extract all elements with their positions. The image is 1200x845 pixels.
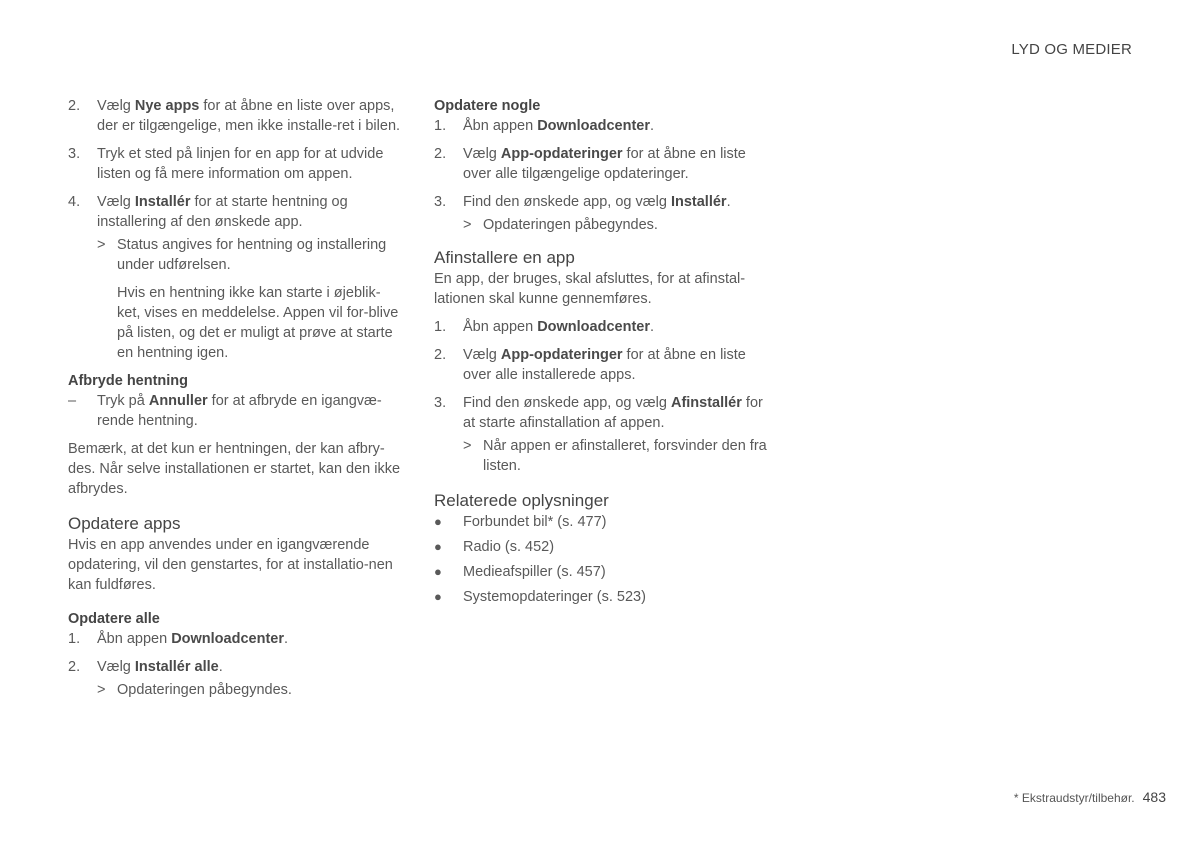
nogle-step-2: 2. Vælg App-opdateringer for at åbne en liste over alle tilgængelige opdateringer. [434, 146, 746, 182]
ui-term: Installér [670, 194, 727, 210]
step-number: 2. [434, 146, 447, 162]
result-marker: > [97, 237, 106, 253]
bemaerk-paragraph: Bemærk, at det kun er hentningen, der kan afbry-des. Når selve installationen er startet, kan den ikke afbrydes. [68, 441, 401, 497]
middle-column [434, 96, 769, 612]
step-number: 2. [68, 98, 81, 114]
step-result: > Status angives for hentning og installering under udførelsen. Hvis en hentning ikke kan starte i øjeblik-ket, vises en meddelelse. Appen vil for-blive på listen, og det er muligt at prøve at starte en hentning igen. [97, 235, 403, 363]
afbryde-heading: Afbryde hentning [68, 373, 189, 389]
ui-term: Downloadcenter [537, 319, 650, 335]
ui-term: App-opdateringer [500, 146, 623, 162]
result-marker: > [463, 438, 472, 454]
bullet-icon: ● [434, 589, 442, 604]
related-link[interactable]: ● Forbundet bil* (s. 477) [434, 514, 607, 530]
alle-step-2: 2. Vælg Installér alle. > Opdateringen påbegyndes. [68, 657, 403, 700]
page-footer [1014, 787, 1166, 808]
result-note: Hvis en hentning ikke kan starte i øjeblik-ket, vises en meddelelse. Appen vil for-blive på listen, og det er muligt at prøve at starte en hentning igen. [117, 285, 399, 361]
step-2-new-apps: 2. Vælg Nye apps for at åbne en liste over apps, der er tilgængelige, men ikke installe-ret i bilen. [68, 98, 401, 134]
ui-term: Annuller [148, 393, 208, 409]
bullet-icon: ● [434, 514, 442, 529]
afbryde-item: – Tryk på Annuller for at afbryde en igangvæ-rende hentning. [68, 393, 382, 429]
afinst-step-1: 1. Åbn appen Downloadcenter. [434, 319, 655, 335]
step-number: 2. [434, 347, 447, 363]
step-result: > Opdateringen påbegyndes. [97, 682, 292, 698]
footnote: * Ekstraudstyr/tilbehør. [1013, 791, 1135, 805]
ui-term: Downloadcenter [171, 631, 284, 647]
afinstallere-text: En app, der bruges, skal afsluttes, for at afinstal-lationen skal kunne gennemføres. [434, 271, 746, 307]
step-number: 4. [68, 194, 81, 210]
step-number: 1. [68, 631, 81, 647]
step-number: 2. [68, 659, 81, 675]
left-column [68, 96, 403, 708]
page-header: LYD OG MEDIER [1011, 41, 1132, 58]
opdatere-apps-heading: Opdatere apps [68, 514, 181, 533]
opdatere-nogle-heading: Opdatere nogle [434, 98, 541, 114]
bullet-icon: ● [434, 539, 442, 554]
step-4-install: 4. Vælg Installér for at starte hentning og installering af den ønskede app. > Status angives for hentning og installering under udførelsen. Hvis en hentning ikke kan starte i øjeblik-ket, vises en meddelelse. Appen vil for-blive på listen, og det er muligt at prøve at starte en hentning igen. [68, 192, 403, 363]
nogle-step-1: 1. Åbn appen Downloadcenter. [434, 118, 655, 134]
step-number: 1. [434, 319, 447, 335]
afinstallere-heading: Afinstallere en app [434, 248, 575, 267]
step-3-tap-line: 3. Tryk et sted på linjen for en app for at udvide listen og få mere information om appen. [68, 146, 384, 182]
opdatere-alle-heading: Opdatere alle [68, 611, 160, 627]
afinst-step-2: 2. Vælg App-opdateringer for at åbne en liste over alle installerede apps. [434, 347, 746, 383]
step-number: 1. [434, 118, 447, 134]
related-link[interactable]: ● Systemopdateringer (s. 523) [434, 589, 646, 605]
result-marker: > [463, 217, 472, 233]
step-result: > Opdateringen påbegyndes. [463, 217, 658, 233]
ui-term: Afinstallér [670, 395, 742, 411]
ui-term: Nye apps [134, 98, 200, 114]
page-number: 483 [1142, 789, 1166, 805]
step-number: 3. [434, 395, 447, 411]
ui-term: Installér [134, 194, 191, 210]
dash-marker: – [68, 393, 77, 409]
ui-term: Downloadcenter [537, 118, 650, 134]
result-marker: > [97, 682, 106, 698]
ui-term: App-opdateringer [500, 347, 623, 363]
step-number: 3. [68, 146, 81, 162]
ui-term: Installér alle [134, 659, 219, 675]
relaterede-heading: Relaterede oplysninger [434, 491, 609, 510]
related-link[interactable]: ● Radio (s. 452) [434, 539, 555, 555]
afinst-step-3: 3. Find den ønskede app, og vælg Afinstallér for at starte afinstallation af appen. > Når appen er afinstalleret, forsvinder den fra listen. [434, 393, 769, 476]
related-link[interactable]: ● Medieafspiller (s. 457) [434, 564, 606, 580]
step-result: > Når appen er afinstalleret, forsvinder den fra listen. [463, 438, 767, 474]
step-number: 3. [434, 194, 447, 210]
bullet-icon: ● [434, 564, 442, 579]
opdatere-apps-text: Hvis en app anvendes under en igangværende opdatering, vil den genstartes, for at installatio-nen kan fuldføres. [68, 537, 393, 593]
alle-step-1: 1. Åbn appen Downloadcenter. [68, 631, 289, 647]
nogle-step-3: 3. Find den ønskede app, og vælg Installér. > Opdateringen påbegyndes. [434, 192, 769, 235]
